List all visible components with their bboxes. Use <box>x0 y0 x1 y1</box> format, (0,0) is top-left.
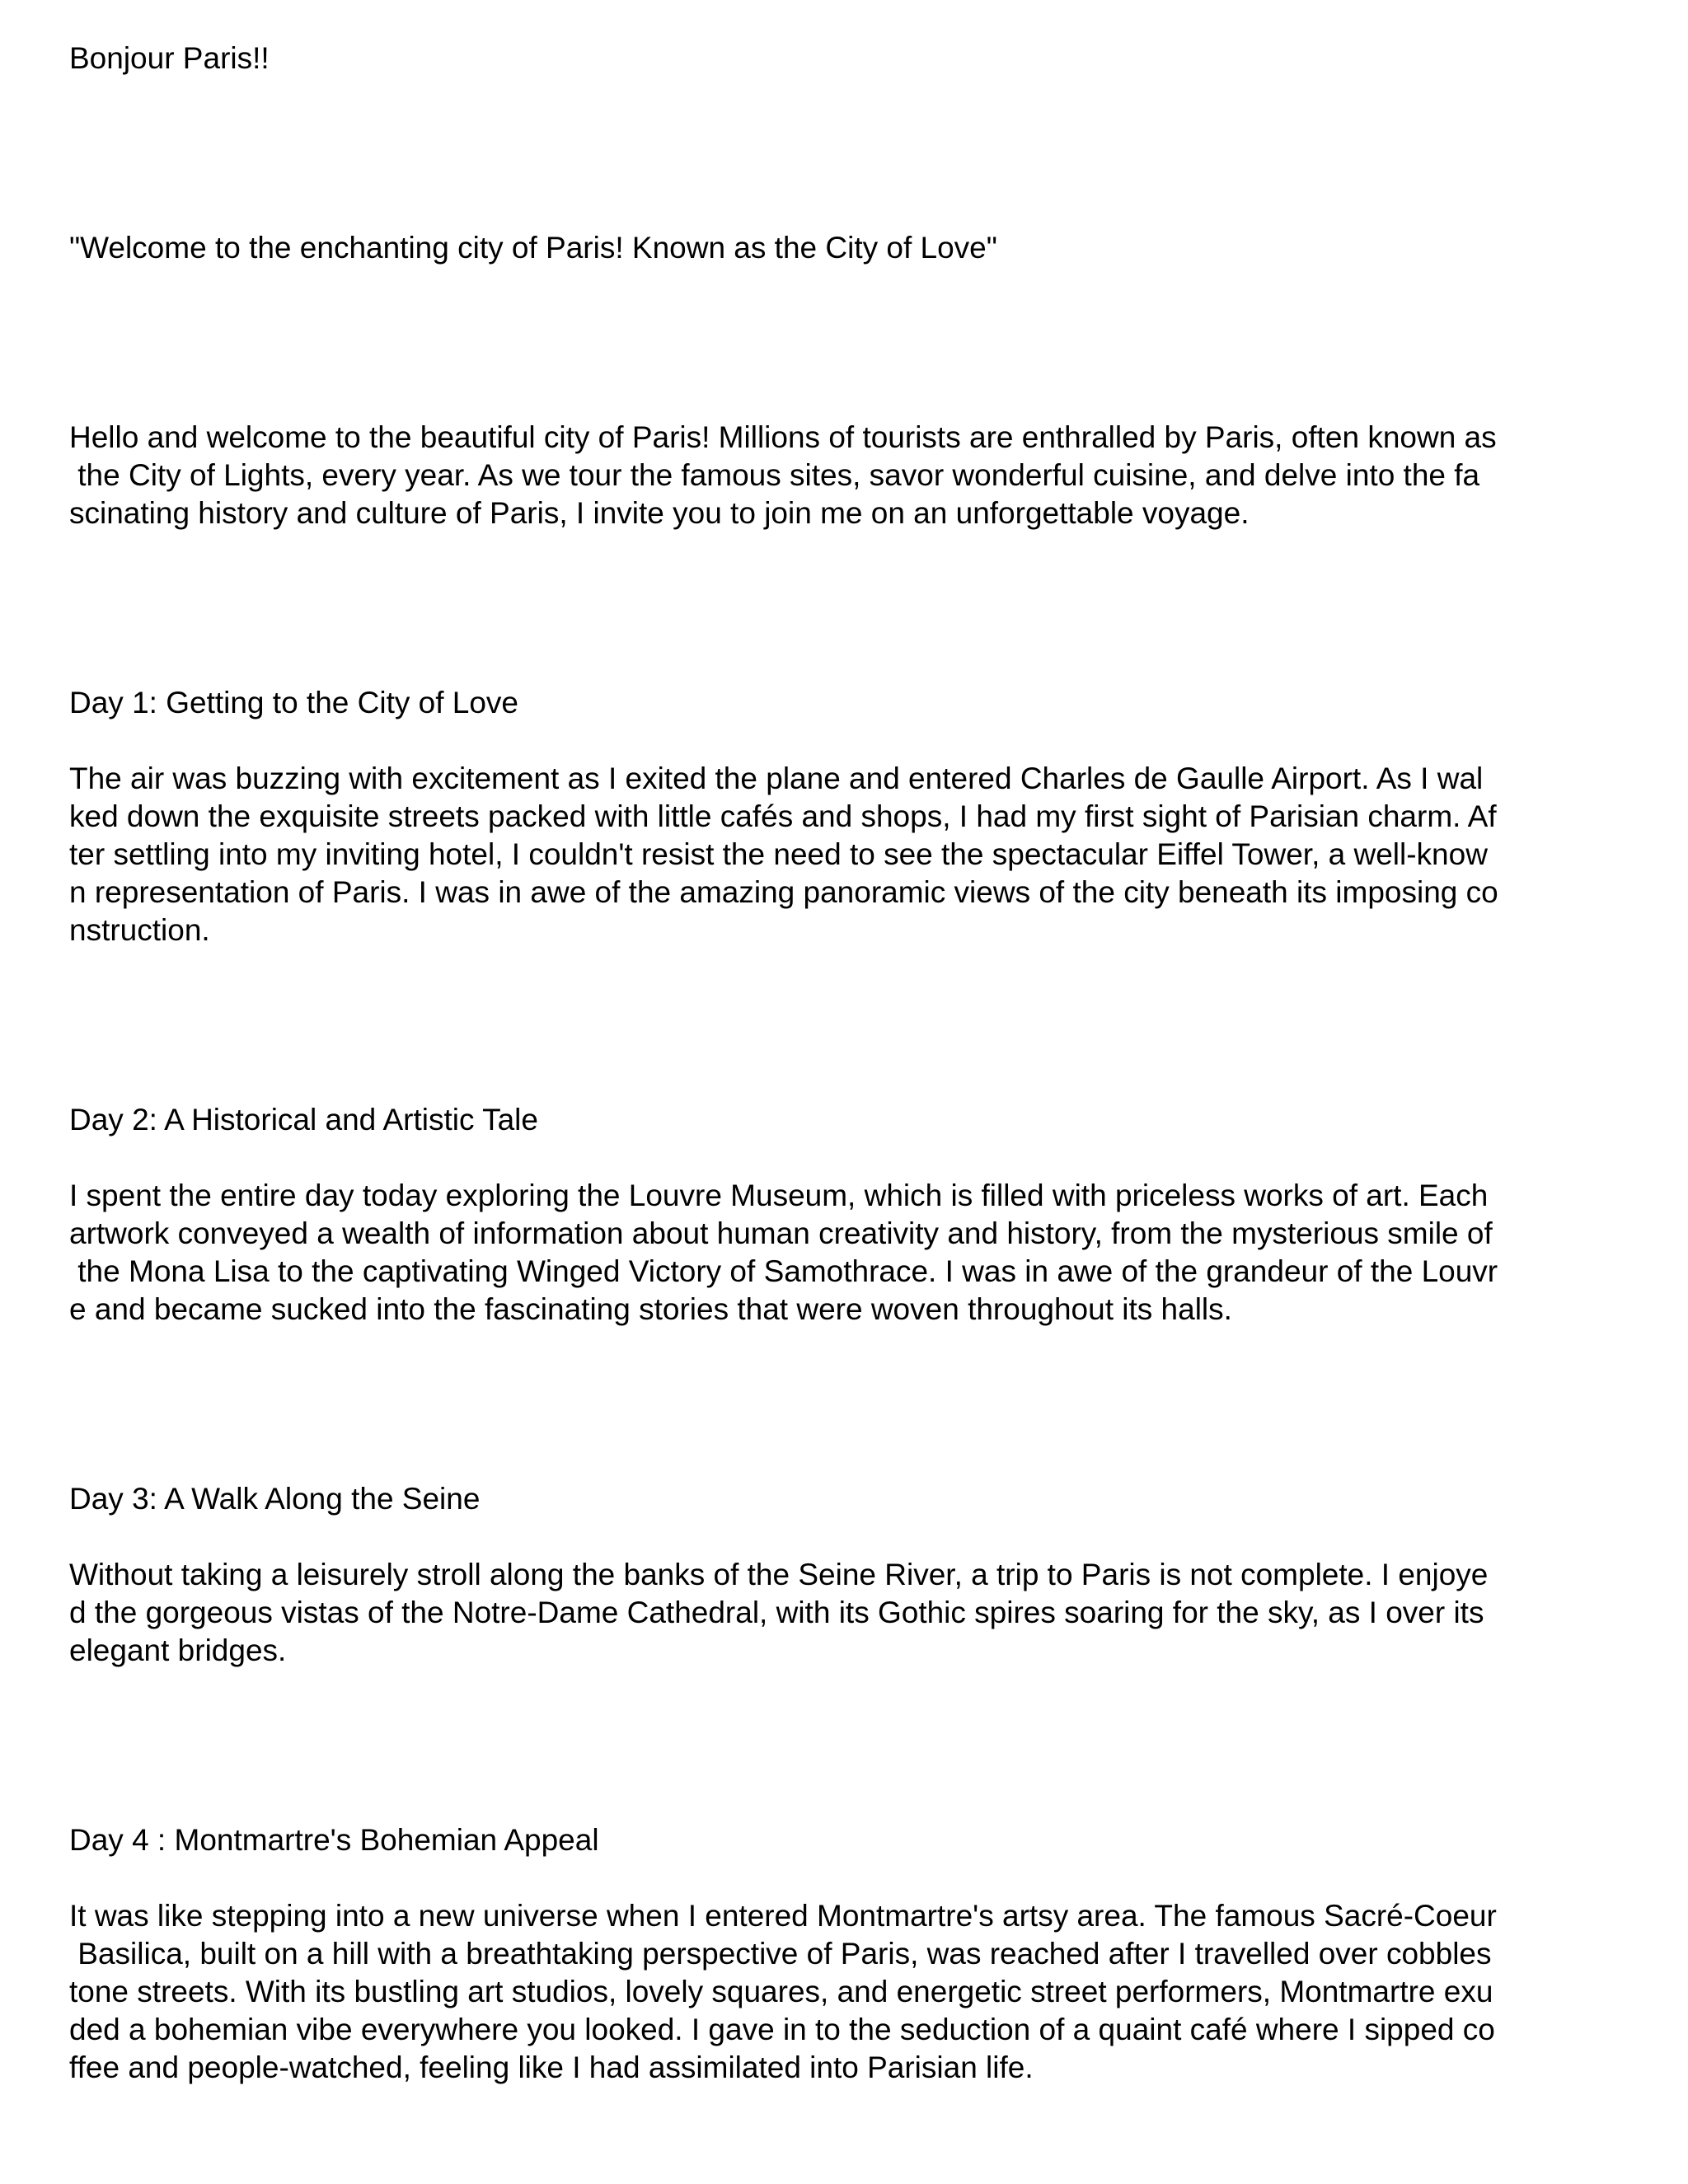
day-4-line: It was like stepping into a new universe when I entered Montmartre's artsy area. The famous Sacré-Coeur <box>69 1899 1497 1933</box>
intro-line: the City of Lights, every year. As we tour the famous sites, savor wonderful cuisine, and delve into the fa <box>69 458 1480 492</box>
day-1-title: Day 1: Getting to the City of Love <box>69 686 519 719</box>
day-1-line: nstruction. <box>69 913 210 947</box>
day-2-line: e and became sucked into the fascinating stories that were woven throughout its halls. <box>69 1292 1232 1326</box>
day-2-line: I spent the entire day today exploring the Louvre Museum, which is filled with priceless works of art. Each <box>69 1179 1489 1212</box>
day-4-title: Day 4 : Montmartre's Bohemian Appeal <box>69 1823 599 1857</box>
day-4-line: Basilica, built on a hill with a breathtaking perspective of Paris, was reached after I travelled over cobbles <box>69 1937 1492 1971</box>
day-1-line: n representation of Paris. I was in awe of the amazing panoramic views of the city beneath its imposing co <box>69 875 1498 909</box>
day-1-line: ked down the exquisite streets packed with little cafés and shops, I had my first sight of Parisian charm. Af <box>69 799 1497 833</box>
day-3-line: Without taking a leisurely stroll along the banks of the Seine River, a trip to Paris is not complete. I enjoye <box>69 1558 1489 1591</box>
intro-line: Hello and welcome to the beautiful city of Paris! Millions of tourists are enthralled by Paris, often known as <box>69 420 1497 454</box>
greeting: Bonjour Paris!! <box>69 41 270 75</box>
day-4-line: ffee and people-watched, feeling like I had assimilated into Parisian life. <box>69 2050 1034 2084</box>
day-3-title: Day 3: A Walk Along the Seine <box>69 1482 481 1516</box>
tagline: "Welcome to the enchanting city of Paris! Known as the City of Love" <box>69 231 997 265</box>
day-2-line: the Mona Lisa to the captivating Winged Victory of Samothrace. I was in awe of the grandeur of the Louvr <box>69 1254 1498 1288</box>
day-1-line: The air was buzzing with excitement as I exited the plane and entered Charles de Gaulle Airport. As I wal <box>69 762 1484 795</box>
day-4-line: tone streets. With its bustling art studios, lovely squares, and energetic street performers, Montmartre exu <box>69 1975 1493 2008</box>
day-1-line: ter settling into my inviting hotel, I couldn't resist the need to see the spectacular Eiffel Tower, a well-know <box>69 837 1488 871</box>
day-4-line: ded a bohemian vibe everywhere you looked. I gave in to the seduction of a quaint café where I sipped co <box>69 2013 1495 2046</box>
intro-line: scinating history and culture of Paris, I invite you to join me on an unforgettable voyage. <box>69 496 1250 530</box>
day-3-line: elegant bridges. <box>69 1633 287 1667</box>
day-2-line: artwork conveyed a wealth of information about human creativity and history, from the mysterious smile of <box>69 1216 1493 1250</box>
day-2-title: Day 2: A Historical and Artistic Tale <box>69 1103 538 1137</box>
day-3-line: d the gorgeous vistas of the Notre-Dame Cathedral, with its Gothic spires soaring for the sky, as I over its <box>69 1596 1484 1629</box>
